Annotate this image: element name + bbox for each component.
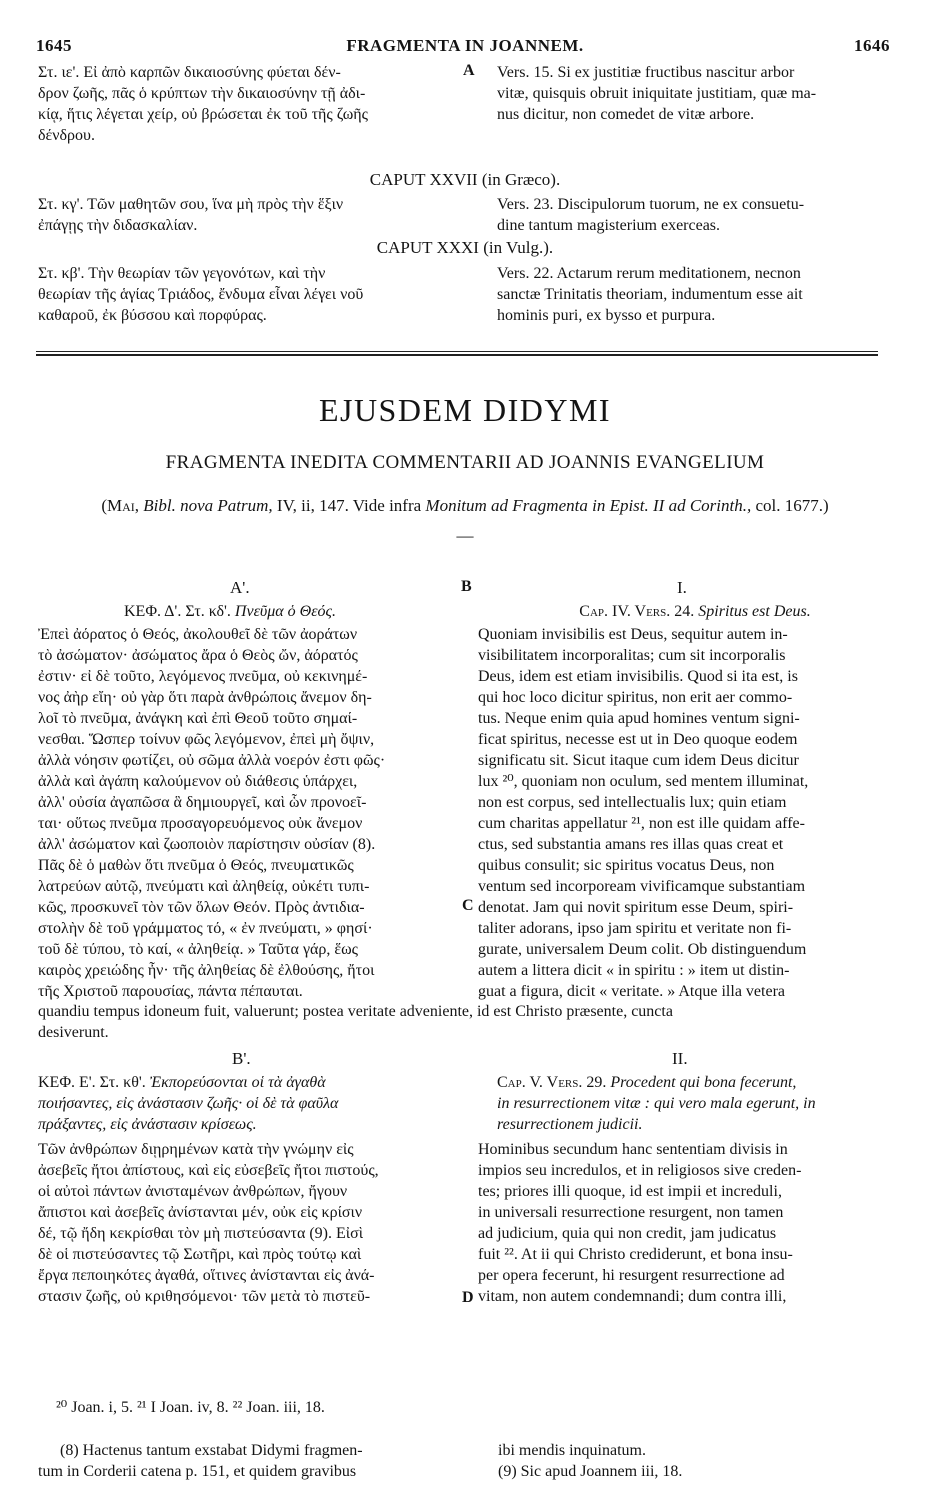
- text-line: sanctæ Trinitatis theoriam, indumentum esse ait: [497, 286, 803, 303]
- latin-block-vers23: [497, 194, 897, 236]
- text-line: τῆς Χριστοῦ παρουσίας, πάντα πέπαυται.: [38, 983, 303, 1000]
- text-line: in universali resurrectione resurgent, non tamen: [478, 1204, 784, 1221]
- text-line: Τῶν ἀνθρώπων διῃρημένων κατὰ τὴν γνώμην εἰς: [38, 1141, 354, 1158]
- text-line: nus dicitur, non comedet de vitæ arbore.: [497, 106, 755, 123]
- greek-section-number-1: Α'.: [230, 578, 250, 597]
- greek-section-number-2: Β'.: [232, 1049, 251, 1068]
- source-citation: [0, 496, 930, 516]
- text-line: τὸ ἀσώματον· ἀσώματος ἄρα ὁ Θεὸς ὤν, ἀόρατός: [38, 647, 358, 664]
- text-line: ἔργα πεποιηκότες ἀγαθά, οἵτινες ἀνίστανται εἰς ἀνά-: [38, 1267, 375, 1284]
- text-line: νος ἀὴρ εἴη· οὐ γὰρ ὅτι παρὰ ἀνθρώποις ἄνεμον δη-: [38, 689, 372, 706]
- text-line: δέ, τῷ ἤδη κεκρίσθαι τὸν μὴ πιστεύσαντα (9). Εἰσὶ: [38, 1225, 364, 1242]
- text-line: lux ²⁰, quoniam non oculum, sed mentem illuminat,: [478, 773, 809, 790]
- text-line: νεσθαι. Ὥσπερ τοίνυν φῶς λεγόμενον, ἐπεὶ μὴ ὄψιν,: [38, 731, 375, 748]
- text-line: ἀλλ' οὐσία ἀγαπῶσα ἃ δημιουργεῖ, καὶ ὧν προνοεῖ-: [38, 794, 367, 811]
- latin-section-number-2: II.: [672, 1049, 688, 1068]
- text-line: ἀλλὰ νόησιν φωτίζει, οὐ σῶμα ἀλλὰ νοερόν ἐστι φῶς·: [38, 752, 386, 769]
- text-line: καιρὸς χρειώδης ἦν· τῆς ἀληθείας δὲ ἐλθούσης, ἤτοι: [38, 962, 375, 979]
- text-line: ad judicium, quia qui non credit, jam judicatus: [478, 1225, 777, 1242]
- text-line: στασιν ζωῆς, οὐ κριθησόμενοι· τῶν μετὰ τὸ πιστεῦ-: [38, 1288, 371, 1305]
- text-line: qui hoc loco dicitur spiritus, non erit aer commo-: [478, 689, 793, 706]
- heading-line: resurrectionem judicii.: [497, 1116, 643, 1133]
- text-line: tes; priores illi quoque, id est impii et increduli,: [478, 1183, 782, 1200]
- margin-marker-b: B: [461, 578, 472, 595]
- latin-block-vers22: [497, 263, 897, 326]
- page-number-right: 1646: [854, 36, 890, 55]
- text-line: οἱ αὐτοὶ πάντων ἀνισταμένων ἀνθρώπων, ἤγουν: [38, 1183, 348, 1200]
- heading-line: [38, 1072, 456, 1093]
- separator-rule-thin: [36, 351, 878, 352]
- text-line: non est corpus, sed intellectualis lux; quin etiam: [478, 794, 787, 811]
- text-line: gurate, universalem Deum colit. Ob distinguendum: [478, 941, 807, 958]
- text-line: στολὴν δὲ τοῦ γράμματος τό, « ἐν πνεύματι, » φησί·: [38, 920, 373, 937]
- text-line: cum charitas appellatur ²¹, non est ille quidam affe-: [478, 815, 805, 832]
- text-line: δρον ζωῆς, πᾶς ὁ κρύπτων τὴν δικαιοσύνην τῇ ἀδι-: [38, 85, 366, 102]
- heading-line: [497, 1072, 897, 1093]
- text-line: Στ. κγ'. Τῶν μαθητῶν σου, ἵνα μὴ πρὸς τὴν ἕξιν: [38, 196, 344, 213]
- scripture-references: ²⁰ Joan. i, 5. ²¹ I Joan. iv, 8. ²² Joan. iii, 18.: [56, 1399, 325, 1416]
- heading-italic: Procedent qui bona fecerunt,: [610, 1074, 797, 1091]
- text-line: fuit ²². At ii qui Christo crediderunt, et bona insu-: [478, 1246, 793, 1263]
- latin-section-heading-2: [497, 1072, 897, 1135]
- greek-block-vers23: [38, 194, 456, 236]
- text-line: Vers. 23. Discipulorum tuorum, ne ex consuetu-: [497, 196, 805, 213]
- heading-line: ποιήσαντες, εἰς ἀνάστασιν ζωῆς· οἱ δὲ τὰ φαῦλα: [38, 1095, 339, 1112]
- text-line: guat a figura, dicit « veritate. » Atque illa vetera: [478, 983, 785, 1000]
- greek-column-section1: [38, 624, 456, 1002]
- subtitle: FRAGMENTA INEDITA COMMENTARII AD JOANNIS EVANGELIUM: [165, 452, 765, 473]
- latin-section-heading-1: [490, 601, 900, 622]
- text-line: Hominibus secundum hanc sententiam divisis in: [478, 1141, 788, 1158]
- heading-plain: Cap. IV. Vers. 24.: [579, 603, 695, 620]
- heading-line: in resurrectionem vitæ : qui vero mala egerunt, in: [497, 1095, 816, 1112]
- separator-rule-thick: [36, 354, 878, 356]
- latin-column-section1: [478, 624, 898, 1002]
- text-line: δένδρου.: [38, 127, 95, 144]
- heading-plain: ΚΕΦ. Ε'. Στ. κθ'.: [38, 1074, 146, 1091]
- citation-volume: IV, ii, 147. Vide infra: [276, 496, 422, 515]
- text-line: Στ. ιε'. Εἰ ἀπὸ καρπῶν δικαιοσύνης φύεται δέν-: [38, 64, 341, 81]
- greek-column-section2: [38, 1139, 456, 1307]
- text-line: ἐστιν· εἰ δὲ τοῦτο, λεγόμενος πνεῦμα, οὐ κεκινημέ-: [38, 668, 368, 685]
- citation-bibliotheca: Bibl. nova Patrum,: [143, 496, 273, 515]
- citation-column: col. 1677.): [755, 496, 829, 515]
- text-line: ται· οὕτως πνεῦμα προσαγορευόμενος οὐκ ἄνεμον: [38, 815, 363, 832]
- text-line: Vers. 15. Si ex justitiæ fructibus nascitur arbor: [497, 64, 795, 81]
- text-line: τοῦ δὲ τύπου, τὸ καί, « ἀληθείᾳ. » Ταῦτα γάρ, ἕως: [38, 941, 358, 958]
- text-line: significatu sit. Sicut itaque cum idem Deus dicitur: [478, 752, 799, 769]
- footnote-8-line-1: (8) Hactenus tantum exstabat Didymi fragmen-: [60, 1442, 363, 1459]
- greek-section-heading-1: [0, 601, 460, 622]
- text-line: κίᾳ, ἥτις λέγεται χείρ, οὐ βρώσεται ἐκ τοῦ τῆς ζωῆς: [38, 106, 368, 123]
- spanning-line-2: desiverunt.: [38, 1024, 109, 1041]
- text-line: Στ. κβ'. Τὴν θεωρίαν τῶν γεγονότων, καὶ τὴν: [38, 265, 326, 282]
- margin-marker-d: D: [462, 1289, 474, 1306]
- text-line: θεωρίαν τῆς ἁγίας Τριάδος, ἔνδυμα εἶναι λέγει νοῦ: [38, 286, 364, 303]
- heading-italic: Πνεῦμα ὁ Θεός.: [234, 603, 336, 620]
- text-line: ἀσεβεῖς ἤτοι ἀπίστους, καὶ εἰς εὐσεβεῖς ἤτοι πιστούς,: [38, 1162, 379, 1179]
- text-line: vitam, non autem condemnandi; dum contra illi,: [478, 1288, 787, 1305]
- text-line: quibus consulit; sic spiritus vocatus Deus, non: [478, 857, 775, 874]
- margin-marker-a: A: [463, 62, 475, 79]
- text-line: ἀλλὰ καὶ ἀγάπη καλούμενον οὐ διάθεσις ὑπάρχει,: [38, 773, 358, 790]
- heading-plain: Cap. V. Vers. 29.: [497, 1074, 607, 1091]
- text-line: denotat. Jam qui novit spiritum esse Deum, spiri-: [478, 899, 794, 916]
- text-line: vitæ, quisquis obruit iniquitate justitiam, quæ ma-: [497, 85, 817, 102]
- text-line: per opera fecerunt, hi resurgent resurrectione ad: [478, 1267, 785, 1284]
- text-line: ἐπάγῃς τὴν διδασκαλίαν.: [38, 217, 198, 234]
- text-line: Deus, idem est etiam invisibilis. Quod si ita est, is: [478, 668, 798, 685]
- page-number-left: 1645: [36, 36, 72, 55]
- greek-block-vers15: [38, 62, 456, 146]
- text-line: ἄπιστοι καὶ ἀσεβεῖς ἀνίστανται μέν, οὐκ εἰς κρίσιν: [38, 1204, 363, 1221]
- text-line: autem a littera dicit « in spiritu : » item ut distin-: [478, 962, 790, 979]
- greek-block-vers22: [38, 263, 456, 326]
- text-line: taliter adorans, ipso jam spiritu et veritate non fi-: [478, 920, 792, 937]
- caput-heading-31: CAPUT XXXI (in Vulg.).: [376, 238, 554, 257]
- text-line: λατρεύων αὐτῷ, πνεύματι καὶ ἀληθείᾳ, οὐκέτι τυπι-: [38, 878, 370, 895]
- heading-italic: Ἐκπορεύσονται οἱ τὰ ἀγαθὰ: [149, 1074, 326, 1091]
- heading-line: πράξαντες, εἰς ἀνάστασιν κρίσεως.: [38, 1116, 257, 1133]
- greek-section-heading-2: [38, 1072, 456, 1135]
- latin-column-section2: [478, 1139, 898, 1307]
- spanning-line-1: quandiu tempus idoneum fuit, valuerunt; postea veritate adveniente, id est Christo præsente, cuncta: [38, 1003, 673, 1020]
- footnote-9: (9) Sic apud Joannem iii, 18.: [498, 1463, 683, 1480]
- text-line: Ἐπεὶ ἀόρατος ὁ Θεός, ἀκολουθεῖ δὲ τῶν ἀοράτων: [38, 626, 358, 643]
- text-line: καθαροῦ, ἐκ βύσσου καὶ πορφύρας.: [38, 307, 267, 324]
- text-line: Quoniam invisibilis est Deus, sequitur autem in-: [478, 626, 788, 643]
- footnote-8-line-2: tum in Corderii catena p. 151, et quidem gravibus: [38, 1463, 357, 1480]
- margin-marker-c: C: [462, 897, 474, 914]
- text-line: hominis puri, ex bysso et purpura.: [497, 307, 716, 324]
- caput-heading-27: CAPUT XXVII (in Græco).: [369, 170, 561, 189]
- text-line: impios seu incredulos, et in religiosos sive creden-: [478, 1162, 802, 1179]
- heading-italic: Spiritus est Deus.: [698, 603, 811, 620]
- citation-monitum: Monitum ad Fragmenta in Epist. II ad Corinth.,: [425, 496, 752, 515]
- text-line: tus. Neque enim quia apud homines ventum signi-: [478, 710, 800, 727]
- text-line: ficat spiritus, necesse est ut in Deo quoque eodem: [478, 731, 798, 748]
- running-title: FRAGMENTA IN JOANNEM.: [346, 36, 584, 55]
- text-line: Πᾶς δὲ ὁ μαθὼν ὅτι πνεῦμα ὁ Θεός, πνευματικῶς: [38, 857, 354, 874]
- citation-mai: (Mai,: [101, 496, 140, 515]
- latin-block-vers15: [497, 62, 897, 125]
- text-line: visibilitatem incorporalitas; cum sit incorporalis: [478, 647, 786, 664]
- text-line: δὲ οἱ πιστεύσαντες τῷ Σωτῆρι, καὶ πρὸς τούτῳ καὶ: [38, 1246, 362, 1263]
- title-dash: —: [456, 526, 474, 545]
- main-title: EJUSDEM DIDYMI: [318, 392, 612, 428]
- text-line: ctus, sed substantia amans res illas quas creat et: [478, 836, 784, 853]
- footnote-8-line-3: ibi mendis inquinatum.: [498, 1442, 646, 1459]
- latin-section-number-1: I.: [677, 578, 687, 597]
- heading-plain: ΚΕΦ. Δ'. Στ. κδ'.: [124, 603, 231, 620]
- text-line: Vers. 22. Actarum rerum meditationem, necnon: [497, 265, 801, 282]
- text-line: ventum sed incorpoream vivificamque substantiam: [478, 878, 806, 895]
- text-line: κῶς, προσκυνεῖ τὸν τῶν ὅλων Θεόν. Πρὸς ἀντιδια-: [38, 899, 365, 916]
- text-line: dine tantum magisterium exerceas.: [497, 217, 721, 234]
- text-line: λοῖ τὸ πνεῦμα, ἀνάγκη καὶ ἐπὶ Θεοῦ τοῦτο σημαί-: [38, 710, 358, 727]
- text-line: ἀλλ' ἀσώματον καὶ ζωοποιὸν παρίστησιν οὐσίαν (8).: [38, 836, 376, 853]
